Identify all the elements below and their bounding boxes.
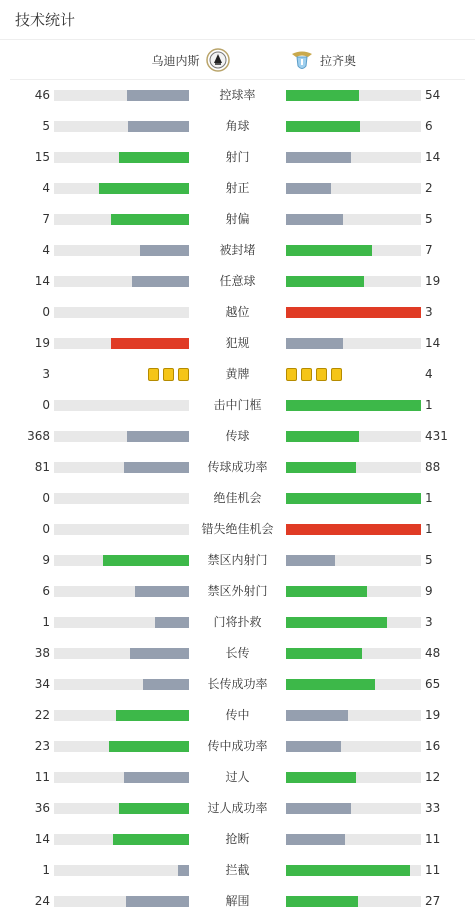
home-bar-track: [54, 710, 189, 721]
home-bar-fill: [103, 555, 189, 566]
stat-row: [0, 576, 475, 607]
away-value: 5: [425, 212, 433, 226]
away-bar-fill: [286, 834, 345, 845]
stat-row: [0, 638, 475, 669]
away-bar-track: [286, 710, 421, 721]
away-bar-track: [286, 462, 421, 473]
away-bar-fill: [286, 493, 421, 504]
yellow-card-icon: [148, 368, 159, 381]
home-team[interactable]: [151, 40, 229, 80]
away-value: 19: [425, 274, 441, 288]
home-value: 6: [42, 584, 50, 598]
home-bar-fill: [132, 276, 189, 287]
home-team-name: 乌迪内斯: [151, 53, 200, 68]
home-value: 7: [42, 212, 50, 226]
away-bar-fill: [286, 865, 410, 876]
away-value: 1: [425, 491, 433, 505]
stat-row: [0, 204, 475, 235]
home-value: 0: [42, 522, 50, 536]
home-value: 24: [34, 894, 50, 908]
away-bar-track: [286, 493, 421, 504]
stat-label: 门将扑救: [213, 615, 262, 629]
stat-label: 任意球: [219, 274, 256, 288]
home-yellow-cards: [148, 368, 189, 381]
stat-row: [0, 142, 475, 173]
away-value: 4: [425, 367, 433, 381]
away-value: 431: [425, 429, 448, 443]
stat-label: 错失绝佳机会: [201, 522, 274, 536]
home-bar-fill: [111, 214, 189, 225]
stat-row: [0, 328, 475, 359]
stat-row: [0, 731, 475, 762]
home-value: 22: [34, 708, 50, 722]
away-bar-fill: [286, 276, 364, 287]
away-bar-track: [286, 834, 421, 845]
away-bar-track: [286, 400, 421, 411]
stat-label: 射偏: [225, 212, 250, 226]
stat-row: [0, 824, 475, 855]
away-bar-track: [286, 803, 421, 814]
teams-row: [10, 40, 465, 80]
away-bar-fill: [286, 462, 356, 473]
yellow-card-icon: [301, 368, 312, 381]
section-title: 技术统计: [15, 11, 76, 29]
home-bar-fill: [140, 245, 189, 256]
home-team-crest-icon: [206, 48, 230, 72]
stat-label: 绝佳机会: [213, 491, 262, 505]
away-bar-fill: [286, 307, 421, 318]
stat-label: 越位: [225, 305, 250, 319]
away-value: 14: [425, 336, 441, 350]
away-bar-fill: [286, 741, 341, 752]
home-value: 1: [42, 863, 50, 877]
stat-label: 抢断: [225, 832, 250, 846]
home-value: 0: [42, 398, 50, 412]
away-team[interactable]: [290, 40, 356, 80]
stat-label: 射正: [225, 181, 250, 195]
stat-label: 禁区外射门: [207, 584, 268, 598]
home-bar-fill: [143, 679, 189, 690]
home-bar-track: [54, 307, 189, 318]
away-bar-fill: [286, 183, 331, 194]
home-bar-fill: [128, 121, 189, 132]
home-bar-track: [54, 524, 189, 535]
home-value: 1: [42, 615, 50, 629]
away-bar-track: [286, 90, 421, 101]
home-bar-track: [54, 555, 189, 566]
stat-row: [0, 173, 475, 204]
away-value: 6: [425, 119, 433, 133]
away-team-crest-icon: [290, 48, 314, 72]
stat-row: [0, 297, 475, 328]
away-value: 5: [425, 553, 433, 567]
home-bar-fill: [127, 90, 189, 101]
away-bar-fill: [286, 338, 343, 349]
away-bar-track: [286, 338, 421, 349]
away-value: 1: [425, 398, 433, 412]
home-bar-track: [54, 121, 189, 132]
stat-row: [0, 886, 475, 917]
home-bar-track: [54, 803, 189, 814]
home-bar-track: [54, 152, 189, 163]
stat-row: [0, 607, 475, 638]
away-yellow-cards: [286, 368, 342, 381]
away-bar-fill: [286, 400, 421, 411]
home-value: 0: [42, 491, 50, 505]
away-bar-track: [286, 555, 421, 566]
stat-row: [0, 793, 475, 824]
home-bar-fill: [124, 462, 189, 473]
stat-row: [0, 390, 475, 421]
stat-label: 击中门框: [213, 398, 262, 412]
away-bar-track: [286, 772, 421, 783]
away-bar-track: [286, 307, 421, 318]
home-value: 15: [34, 150, 50, 164]
stat-row: [0, 266, 475, 297]
home-bar-track: [54, 431, 189, 442]
home-value: 81: [34, 460, 50, 474]
away-bar-fill: [286, 214, 343, 225]
section-header: [0, 0, 475, 40]
away-bar-track: [286, 679, 421, 690]
home-bar-track: [54, 741, 189, 752]
stat-label: 拦截: [225, 863, 250, 877]
home-bar-fill: [99, 183, 189, 194]
stat-label: 传球成功率: [207, 460, 268, 474]
stat-label: 犯规: [225, 336, 250, 350]
home-bar-fill: [119, 803, 189, 814]
home-bar-fill: [130, 648, 189, 659]
home-bar-fill: [135, 586, 189, 597]
away-bar-fill: [286, 648, 362, 659]
home-bar-fill: [178, 865, 189, 876]
away-value: 33: [425, 801, 441, 815]
away-bar-track: [286, 586, 421, 597]
home-value: 11: [34, 770, 50, 784]
stat-label: 射门: [225, 150, 250, 164]
home-bar-fill: [109, 741, 189, 752]
stat-label: 过人成功率: [207, 801, 268, 815]
stats-list: [0, 80, 475, 917]
away-value: 9: [425, 584, 433, 598]
away-bar-fill: [286, 586, 367, 597]
stat-row: [0, 545, 475, 576]
away-bar-fill: [286, 431, 359, 442]
home-bar-track: [54, 834, 189, 845]
stat-row: [0, 235, 475, 266]
home-value: 5: [42, 119, 50, 133]
yellow-card-icon: [163, 368, 174, 381]
home-bar-fill: [111, 338, 189, 349]
home-value: 14: [34, 832, 50, 846]
away-bar-fill: [286, 90, 359, 101]
home-bar-track: [54, 183, 189, 194]
away-value: 2: [425, 181, 433, 195]
away-value: 54: [425, 88, 441, 102]
away-value: 3: [425, 615, 433, 629]
away-value: 27: [425, 894, 441, 908]
away-value: 11: [425, 832, 441, 846]
home-value: 4: [42, 243, 50, 257]
away-bar-fill: [286, 803, 351, 814]
away-bar-fill: [286, 679, 375, 690]
home-bar-fill: [155, 617, 189, 628]
home-value: 4: [42, 181, 50, 195]
away-bar-track: [286, 183, 421, 194]
stat-label: 长传: [225, 646, 250, 660]
home-bar-track: [54, 865, 189, 876]
home-value: 9: [42, 553, 50, 567]
home-bar-track: [54, 896, 189, 907]
away-bar-track: [286, 152, 421, 163]
away-value: 48: [425, 646, 441, 660]
home-bar-track: [54, 648, 189, 659]
home-bar-track: [54, 493, 189, 504]
home-bar-fill: [127, 431, 189, 442]
home-bar-fill: [113, 834, 189, 845]
home-bar-fill: [119, 152, 189, 163]
home-bar-track: [54, 90, 189, 101]
away-bar-track: [286, 245, 421, 256]
stat-label: 禁区内射门: [207, 553, 268, 567]
away-bar-fill: [286, 555, 335, 566]
stat-row: [0, 762, 475, 793]
stat-row: [0, 111, 475, 142]
home-bar-track: [54, 400, 189, 411]
stat-label: 传中: [225, 708, 250, 722]
away-bar-fill: [286, 524, 421, 535]
home-bar-fill: [126, 896, 189, 907]
yellow-card-icon: [178, 368, 189, 381]
home-bar-track: [54, 276, 189, 287]
home-bar-track: [54, 462, 189, 473]
home-bar-track: [54, 617, 189, 628]
stat-label: 被封堵: [219, 243, 256, 257]
away-bar-track: [286, 648, 421, 659]
home-bar-track: [54, 772, 189, 783]
away-bar-fill: [286, 710, 348, 721]
away-bar-track: [286, 741, 421, 752]
away-value: 1: [425, 522, 433, 536]
away-bar-track: [286, 431, 421, 442]
home-bar-track: [54, 338, 189, 349]
away-value: 19: [425, 708, 441, 722]
away-bar-track: [286, 896, 421, 907]
home-value: 368: [27, 429, 50, 443]
away-value: 65: [425, 677, 441, 691]
away-bar-fill: [286, 245, 372, 256]
stat-row: [0, 80, 475, 111]
away-value: 7: [425, 243, 433, 257]
stat-row: [0, 421, 475, 452]
away-bar-track: [286, 617, 421, 628]
home-bar-fill: [124, 772, 189, 783]
stat-label: 解围: [225, 894, 250, 908]
stat-row: [0, 700, 475, 731]
stat-row: [0, 514, 475, 545]
away-bar-track: [286, 865, 421, 876]
away-bar-fill: [286, 121, 360, 132]
home-value: 36: [34, 801, 50, 815]
home-bar-track: [54, 679, 189, 690]
stat-label: 传中成功率: [207, 739, 268, 753]
home-bar-track: [54, 586, 189, 597]
home-value: 46: [34, 88, 50, 102]
away-value: 14: [425, 150, 441, 164]
away-value: 88: [425, 460, 441, 474]
home-value: 34: [34, 677, 50, 691]
away-value: 11: [425, 863, 441, 877]
away-value: 16: [425, 739, 441, 753]
stat-label: 黄牌: [225, 367, 250, 381]
away-bar-fill: [286, 772, 356, 783]
stat-label: 过人: [225, 770, 250, 784]
stat-label: 角球: [225, 119, 250, 133]
home-value: 0: [42, 305, 50, 319]
yellow-card-icon: [316, 368, 327, 381]
away-value: 12: [425, 770, 441, 784]
away-bar-track: [286, 214, 421, 225]
yellow-card-icon: [331, 368, 342, 381]
home-bar-track: [54, 245, 189, 256]
home-bar-fill: [116, 710, 189, 721]
away-bar-fill: [286, 617, 387, 628]
stat-row: [0, 855, 475, 886]
stat-label: 长传成功率: [207, 677, 268, 691]
stat-label: 传球: [225, 429, 250, 443]
away-bar-track: [286, 276, 421, 287]
away-bar-fill: [286, 152, 351, 163]
home-value: 14: [34, 274, 50, 288]
home-value: 38: [34, 646, 50, 660]
stat-row: [0, 452, 475, 483]
away-bar-fill: [286, 896, 358, 907]
stat-label: 控球率: [219, 88, 256, 102]
away-team-name: 拉齐奥: [320, 53, 357, 68]
away-bar-track: [286, 524, 421, 535]
stat-row: [0, 669, 475, 700]
away-bar-track: [286, 121, 421, 132]
stat-row: [0, 359, 475, 390]
home-value: 19: [34, 336, 50, 350]
yellow-card-icon: [286, 368, 297, 381]
away-value: 3: [425, 305, 433, 319]
home-value: 23: [34, 739, 50, 753]
home-value: 3: [42, 367, 50, 381]
home-bar-track: [54, 214, 189, 225]
stat-row: [0, 483, 475, 514]
